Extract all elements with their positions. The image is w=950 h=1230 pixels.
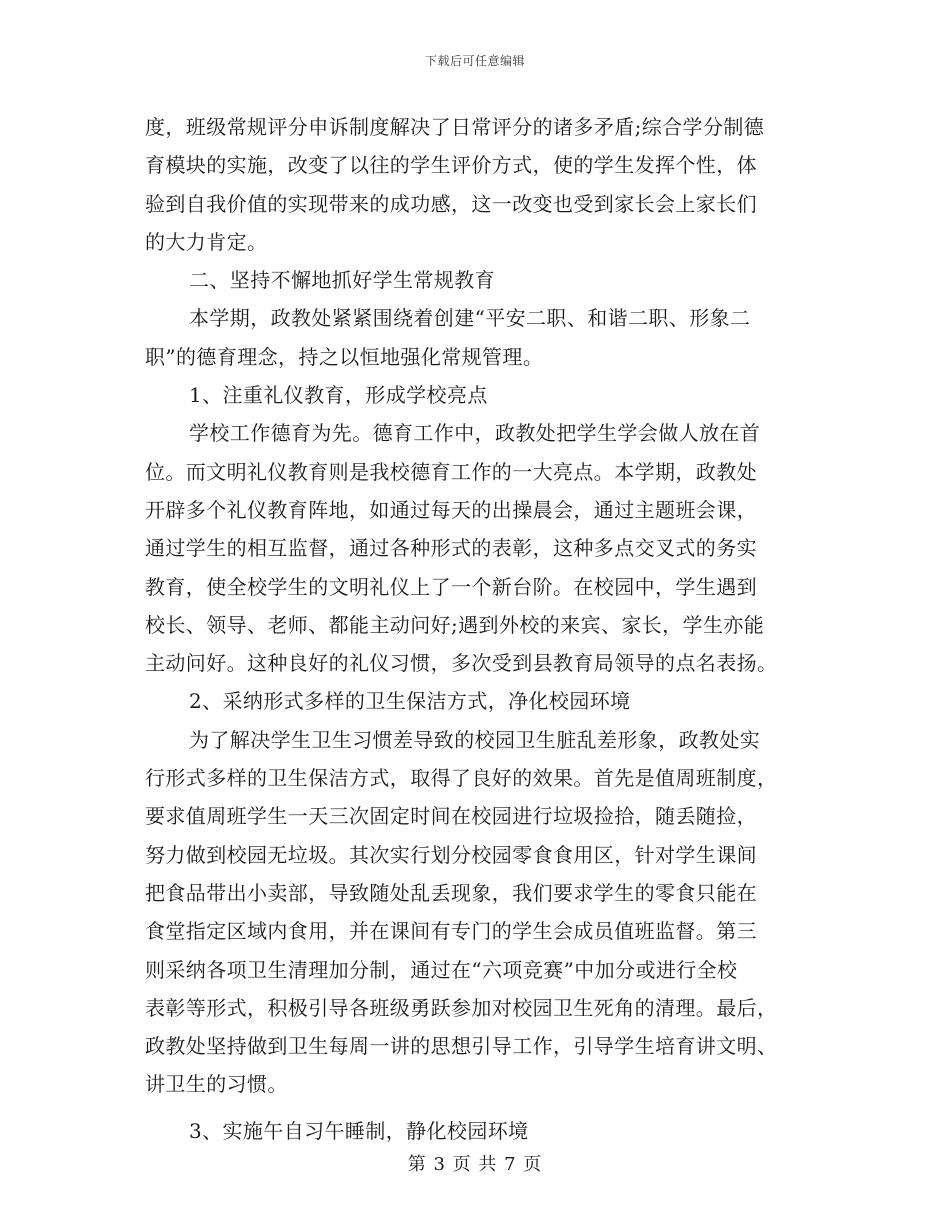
paragraph-line: 行形式多样的卫生保洁方式，取得了良好的效果。首先是值周班制度，	[145, 766, 778, 791]
paragraph-line: 主动问好。这种良好的礼仪习惯，多次受到县教育局领导的点名表扬。	[145, 651, 778, 676]
paragraph-line: 育模块的实施，改变了以往的学生评价方式，使的学生发挥个性，体	[145, 153, 757, 178]
paragraph-line: 本学期，政教处紧紧围绕着创建“平安二职、和谐二职、形象二	[189, 306, 751, 331]
paragraph-line: 食堂指定区域内食用，并在课间有专门的学生会成员值班监督。第三	[145, 919, 757, 944]
paragraph-line: 努力做到校园无垃圾。其次实行划分校园零食食用区，针对学生课间	[145, 842, 757, 867]
header-note: 下载后可任意编辑	[424, 54, 525, 68]
page-number: 第 3 页 共 7 页	[407, 1154, 543, 1175]
paragraph-line: 验到自我价值的实现带来的成功感，这一改变也受到家长会上家长们	[145, 191, 757, 216]
paragraph-line: 通过学生的相互监督，通过各种形式的表彰，这种多点交叉式的务实	[145, 536, 757, 561]
paragraph-line: 度，班级常规评分申诉制度解决了日常评分的诸多矛盾;综合学分制德	[145, 115, 765, 139]
paragraph-line: 把食品带出小卖部，导致随处乱丢现象，我们要求学生的零食只能在	[145, 880, 757, 905]
paragraph-line: 政教处坚持做到卫生每周一讲的思想引导工作，引导学生培育讲文明、	[145, 1034, 778, 1059]
section-heading: 二、坚持不懈地抓好学生常规教育	[189, 268, 495, 293]
paragraph-line: 要求值周班学生一天三次固定时间在校园进行垃圾捡拾，随丢随捡，	[145, 804, 757, 829]
document-body	[145, 108, 810, 1150]
paragraph-line: 位。而文明礼仪教育则是我校德育工作的一大亮点。本学期，政教处	[145, 459, 757, 484]
paragraph-line: 则采纳各项卫生清理加分制，通过在“六项竞赛”中加分或进行全校	[145, 957, 738, 982]
paragraph-line: 学校工作德育为先。德育工作中，政教处把学生学会做人放在首	[189, 421, 761, 446]
paragraph-line: 职”的德育理念，持之以恒地强化常规管理。	[145, 344, 544, 369]
subsection-heading: 2、采纳形式多样的卫生保洁方式，净化校园环境	[189, 689, 631, 714]
paragraph-line: 表彰等形式，积极引导各班级勇跃参加对校园卫生死角的清理。最后，	[145, 995, 778, 1020]
paragraph-line: 为了解决学生卫生习惯差导致的校园卫生脏乱差形象，政教处实	[189, 727, 761, 752]
subsection-heading: 3、实施午自习午睡制，静化校园环境	[189, 1118, 529, 1143]
paragraph-line: 开辟多个礼仪教育阵地，如通过每天的出操晨会，通过主题班会课，	[145, 497, 757, 522]
subsection-heading: 1、注重礼仪教育，形成学校亮点	[189, 383, 488, 408]
paragraph-line: 教育，使全校学生的文明礼仪上了一个新台阶。在校园中，学生遇到	[145, 574, 757, 599]
paragraph-line: 校长、领导、老师、都能主动问好;遇到外校的来宾、家长，学生亦能	[145, 612, 765, 637]
paragraph-line: 讲卫生的习惯。	[145, 1072, 288, 1097]
paragraph-line: 的大力肯定。	[145, 229, 268, 254]
